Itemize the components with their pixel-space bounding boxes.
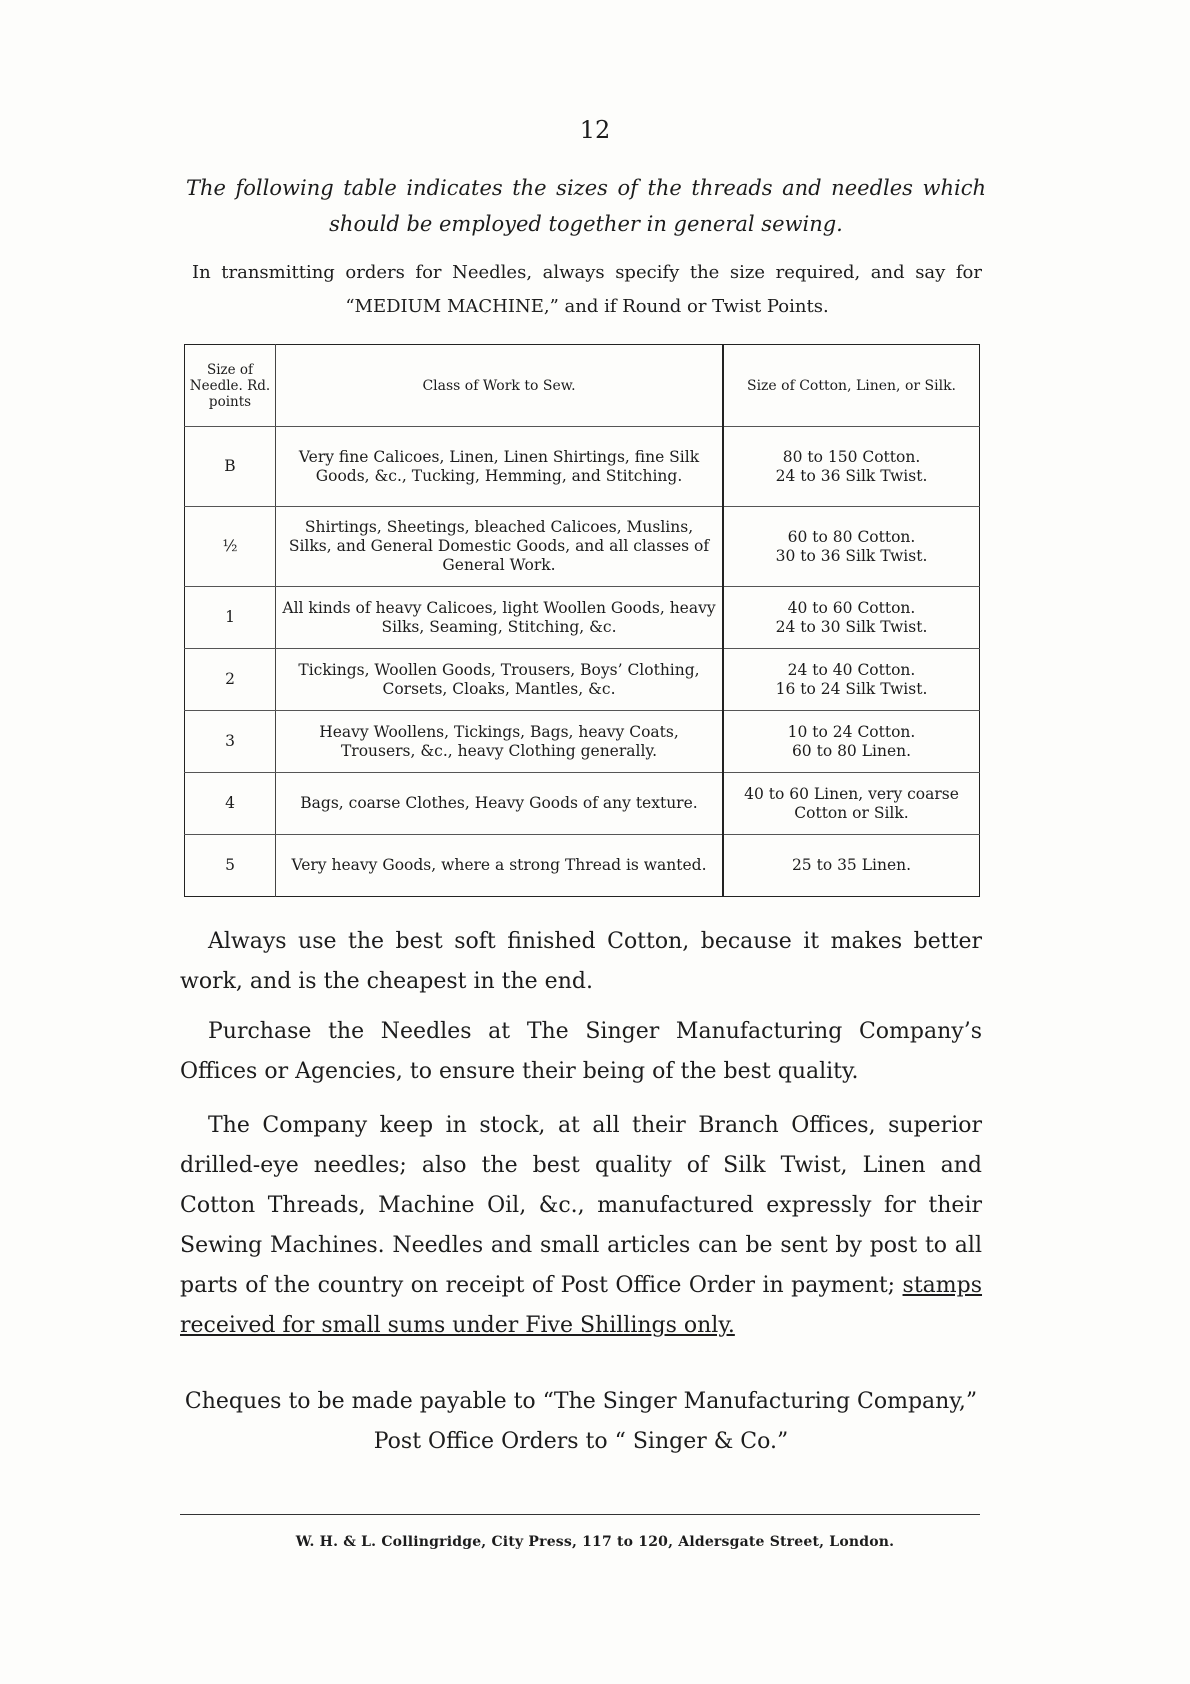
thread-size-cell: [723, 507, 980, 587]
stamps-note: stamps received for small sums under Five Shillings only.: [180, 1273, 983, 1338]
thread-size-line: 24 to 40 Cotton.: [787, 660, 916, 679]
header-needle-size: Size of Needle. Rd. points: [185, 345, 276, 427]
work-class-cell: Heavy Woollens, Tickings, Bags, heavy Coats, Trousers, &c., heavy Clothing generally.: [276, 711, 724, 773]
work-class-cell: Very fine Calicoes, Linen, Linen Shirtings, fine Silk Goods, &c., Tucking, Hemming, and Stitching.: [276, 427, 724, 507]
stock-info-paragraph: [180, 1106, 982, 1346]
header-class-of-work: Class of Work to Sew.: [276, 345, 724, 427]
needle-size-cell: 4: [185, 773, 276, 835]
table-row: [185, 427, 980, 507]
order-instructions: In transmitting orders for Needles, always specify the size required, and say for “MEDIUM MACHINE,” and if Round or Twist Points.: [192, 262, 982, 317]
needle-thread-size-table: [184, 344, 980, 897]
needle-size-cell: 1: [185, 587, 276, 649]
thread-size-line: 24 to 30 Silk Twist.: [775, 617, 928, 636]
thread-size-line: Cotton or Silk.: [794, 803, 909, 822]
thread-size-line: 60 to 80 Cotton.: [787, 527, 916, 546]
needle-size-cell: ½: [185, 507, 276, 587]
needle-size-cell: 5: [185, 835, 276, 897]
thread-size-line: 40 to 60 Linen, very coarse: [744, 784, 959, 803]
page-number: 12: [579, 116, 611, 144]
work-class-cell: Very heavy Goods, where a strong Thread is wanted.: [276, 835, 724, 897]
thread-size-cell: [723, 773, 980, 835]
needle-size-cell: 2: [185, 649, 276, 711]
work-class-cell: Tickings, Woollen Goods, Trousers, Boys’ Clothing, Corsets, Cloaks, Mantles, &c.: [276, 649, 724, 711]
thread-size-cell: [723, 711, 980, 773]
work-class-cell: Bags, coarse Clothes, Heavy Goods of any texture.: [276, 773, 724, 835]
stock-info-block: [180, 1106, 982, 1346]
cotton-advice-block: [180, 922, 982, 1002]
header-thread-size: Size of Cotton, Linen, or Silk.: [723, 345, 980, 427]
needle-size-cell: B: [185, 427, 276, 507]
cheque-payable-line: Cheques to be made payable to “The Singer Manufacturing Company,”: [184, 1389, 978, 1414]
printer-imprint: W. H. & L. Collingridge, City Press, 117 to 120, Aldersgate Street, London.: [295, 1534, 895, 1550]
needle-size-cell: 3: [185, 711, 276, 773]
post-office-order-line: Post Office Orders to “ Singer & Co.”: [373, 1429, 789, 1454]
thread-size-cell: [723, 587, 980, 649]
table-header-row: [185, 345, 980, 427]
thread-size-line: 10 to 24 Cotton.: [787, 722, 916, 741]
table-row: [185, 835, 980, 897]
thread-size-line: 24 to 36 Silk Twist.: [775, 466, 928, 485]
cotton-advice-paragraph: Always use the best soft finished Cotton, because it makes better work, and is the cheapest in the end.: [180, 929, 982, 994]
table-row: [185, 773, 980, 835]
table-row: [185, 711, 980, 773]
payment-instructions: [180, 1382, 982, 1462]
thread-size-line: 25 to 35 Linen.: [791, 856, 912, 874]
work-class-cell: All kinds of heavy Calicoes, light Woollen Goods, heavy Silks, Seaming, Stitching, &c.: [276, 587, 724, 649]
purchase-advice-block: [180, 1012, 982, 1092]
table-row: [185, 507, 980, 587]
thread-size-cell: [723, 427, 980, 507]
table-row: [185, 587, 980, 649]
table-row: [185, 649, 980, 711]
thread-size-line: 30 to 36 Silk Twist.: [775, 546, 928, 565]
thread-size-line: 80 to 150 Cotton.: [782, 447, 921, 466]
work-class-cell: Shirtings, Sheetings, bleached Calicoes, Muslins, Silks, and General Domestic Goods, and all classes of General Work.: [276, 507, 724, 587]
thread-size-cell: [723, 649, 980, 711]
thread-size-line: 40 to 60 Cotton.: [787, 598, 916, 617]
thread-size-line: 60 to 80 Linen.: [791, 741, 912, 760]
table-intro-heading: The following table indicates the sizes of the threads and needles which should be employed together in general sewing.: [186, 176, 986, 236]
purchase-advice-paragraph: Purchase the Needles at The Singer Manufacturing Company’s Offices or Agencies, to ensure their being of the best quality.: [180, 1019, 982, 1084]
footer-divider: [180, 1514, 980, 1515]
thread-size-line: 16 to 24 Silk Twist.: [775, 679, 928, 698]
stock-info-text: The Company keep in stock, at all their Branch Offices, superior drilled-eye needles; also the best quality of Silk Twist, Linen and Cotton Threads, Machine Oil, &c., manufactured expressly for their Sewing Machines. Needles and small articles can be sent by post to all parts of the country on receipt of Post Office Order in payment;: [180, 1113, 982, 1298]
thread-size-cell: [723, 835, 980, 897]
